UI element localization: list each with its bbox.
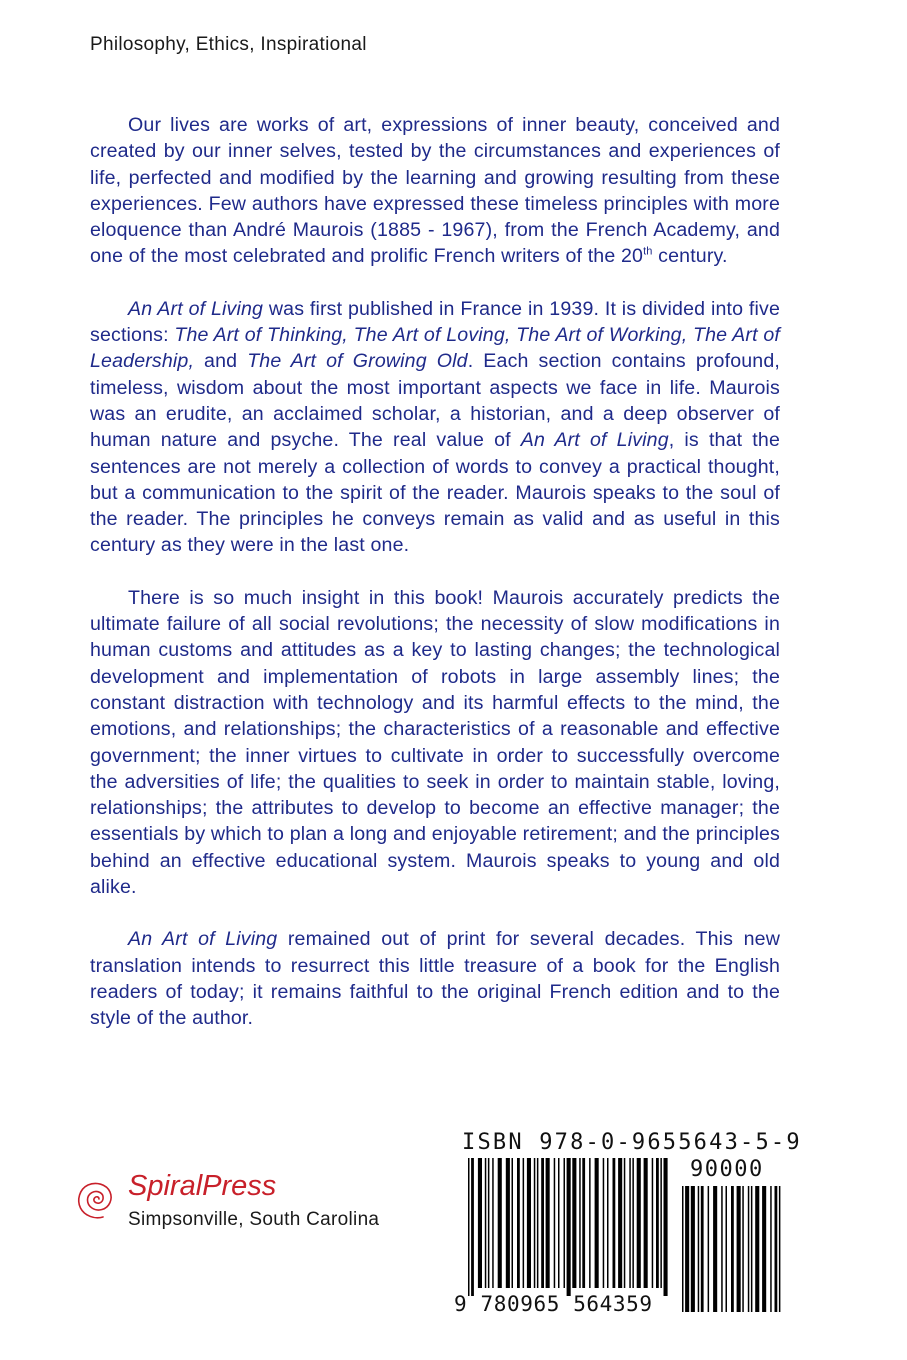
barcode-bar	[779, 1186, 781, 1312]
barcode-bar	[523, 1158, 525, 1288]
barcode-bar	[737, 1186, 741, 1312]
isbn-barcode	[452, 1130, 802, 1320]
barcode-bar	[564, 1158, 566, 1288]
barcode-bar	[701, 1186, 704, 1312]
barcode-bar	[629, 1158, 631, 1288]
publisher-location: Simpsonville, South Carolina	[128, 1209, 380, 1230]
barcode-bar	[607, 1158, 609, 1288]
category-label: Philosophy, Ethics, Inspirational	[90, 34, 367, 55]
barcode-bar	[537, 1158, 539, 1288]
barcode-bar	[582, 1158, 585, 1288]
spiral-icon	[70, 1172, 124, 1226]
blurb-paragraph-3: There is so much insight in this book! Maurois accurately predicts the ultimate failure of all social revolutions; the necessity of slow modifications in human customs and attitudes as a key to lasting changes; the technological development and implementation of robots in large assembly lines; the constant distraction with technology and its harmful effects to the mind, the emotions, and relationships; the characteristics of a reasonable and effective government; the inner virtues to cultivate in order to successfully overcome the adversities of life; the qualities to seek in order to maintain stable, loving, relationships; the attributes to develop to become an effective manager; the essentials by which to plan a long and enjoyable retirement; and the principles behind an effective educational system. Maurois speaks to young and old alike.	[90, 586, 780, 899]
barcode-bar	[682, 1186, 684, 1312]
barcode-bar	[726, 1186, 728, 1312]
publisher-name: SpiralPress	[128, 1170, 277, 1202]
barcode-bar	[652, 1158, 654, 1288]
price-addon-digits: 90000	[690, 1157, 764, 1182]
barcode-bar	[558, 1158, 560, 1288]
barcode-bar	[748, 1186, 750, 1312]
barcode-bar	[770, 1186, 772, 1312]
barcode-bar	[713, 1186, 717, 1312]
barcode-bar	[468, 1158, 470, 1296]
barcode-bar	[546, 1158, 550, 1288]
barcode-bar	[731, 1186, 734, 1312]
barcode-bar	[512, 1158, 514, 1288]
barcode-bar	[492, 1158, 494, 1288]
barcode-bar	[664, 1158, 668, 1296]
barcode-bar	[618, 1158, 622, 1288]
barcode-bar	[541, 1158, 544, 1288]
barcode-bar	[567, 1158, 571, 1296]
barcode-bar	[613, 1158, 616, 1288]
barcode-bar	[534, 1158, 536, 1288]
barcode-bar	[478, 1158, 482, 1288]
barcode-bar	[637, 1158, 641, 1288]
barcode-bar	[644, 1158, 648, 1288]
barcode-bar	[488, 1158, 490, 1288]
barcode-bar	[685, 1186, 689, 1312]
barcode-bar	[762, 1186, 766, 1312]
publisher-imprint	[70, 1170, 430, 1240]
blurb-paragraph-4: An Art of Living remained out of print for several decades. This new translation intends to resurrect this little treasure of a book for the English readers of today; it remains faithful to the original French edition and to the style of the author.	[90, 928, 780, 1030]
isbn-label: ISBN 978-0-9655643-5-9	[462, 1130, 802, 1155]
barcode-digits: 9 780965 564359	[454, 1292, 653, 1316]
barcode-bar	[755, 1186, 759, 1312]
barcode-bar	[589, 1158, 591, 1288]
barcode-bar	[527, 1158, 531, 1288]
blurb-paragraph-2: An Art of Living was first published in France in 1939. It is divided into five sections: The Art of Thinking, The Art of Loving, The Art of Working, The Art of Leadership, and The Art of Growing Old. Each section contains profound, timeless, wisdom about the most important aspects we face in life. Maurois was an erudite, an acclaimed scholar, a historian, and a deep observer of human nature and psyche. The real value of An Art of Living, is that the sentences are not merely a collection of words to convey a practical thought, but a communication to the spirit of the reader. Maurois speaks to the soul of the reader. The principles he conveys remain as valid and as useful in this century as they were in the last one.	[90, 297, 780, 557]
barcode-bar	[471, 1158, 474, 1296]
barcode-bar	[751, 1186, 753, 1312]
barcode-bar	[775, 1186, 778, 1312]
barcode-bar	[721, 1186, 723, 1312]
barcode-bar	[632, 1158, 634, 1288]
barcode-bar	[506, 1158, 510, 1288]
barcode-bar	[691, 1186, 695, 1312]
barcode-bar	[517, 1158, 520, 1288]
barcode-bar	[572, 1158, 576, 1288]
back-cover-blurb	[90, 112, 780, 1058]
barcode-bar	[498, 1158, 502, 1288]
barcode-bar	[485, 1158, 487, 1288]
blurb-paragraph-1: Our lives are works of art, expressions of inner beauty, conceived and created by our inner selves, tested by the circumstances and experiences of life, perfected and modified by the learning and growing resulting from these experiences. Few authors have expressed these timeless principles with more eloquence than André Maurois (1885 - 1967), from the French Academy, and one of the most celebrated and prolific French writers of the 20th century.	[90, 114, 780, 268]
barcode-bar	[579, 1158, 581, 1288]
barcode-bar	[660, 1158, 662, 1288]
barcode-bar	[742, 1186, 744, 1312]
barcode-bar	[698, 1186, 700, 1312]
barcode-bar	[603, 1158, 605, 1288]
barcode-bar	[708, 1186, 710, 1312]
barcode-bar	[595, 1158, 599, 1288]
barcode-bar	[624, 1158, 626, 1288]
barcode-bar	[554, 1158, 556, 1288]
barcode-bar	[656, 1158, 659, 1288]
